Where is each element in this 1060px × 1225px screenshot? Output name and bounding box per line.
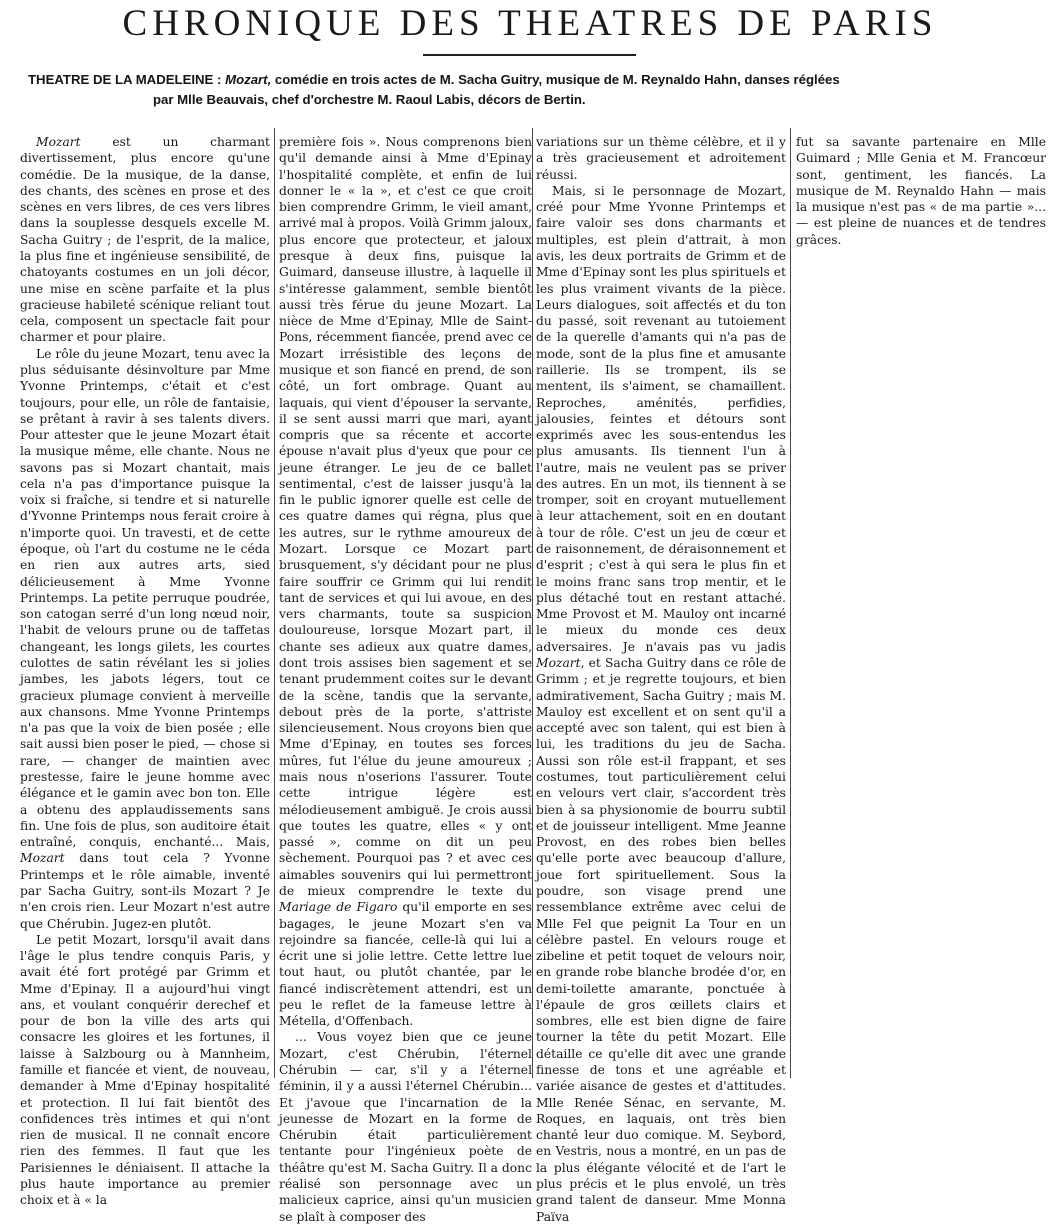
article-column-3 [536, 134, 786, 1224]
article-paragraph: Mais, si le personnage de Mozart, créé pour Mme Yvonne Printemps et faire valoir ses dons charmants et multiples, est plein d'attrait, à mon avis, les deux portraits de Grimm et de Mme d'Epinay sont les plus spirituels et les plus vraiment vivants de la pièce. Leurs dialogues, soit affectés et du ton du passé, soit revenant au tutoiement de la querelle d'amants qui n'a pas de mode, sont de la plus fine et amusante raillerie. Ils se trompent, ils se mentent, ils s'aiment, se chamaillent. Reproches, aménités, perfidies, jalousies, feintes et détours sont exprimés avec les sous-entendus les plus amusants. Ils tiennent l'un à l'autre, mais ne veulent pas se priver des autres. En un mot, ils tiennent à se tromper, soit en croyant mutuellement à leur attachement, soit en en doutant à tour de rôle. C'est un jeu de cœur et de raisonnement, de déraisonnement et d'esprit ; c'est à qui sera le plus fin et le moins franc sans trop mentir, et le plus détaché tout en restant attaché. Mme Provost et M. Mauloy ont incarné le mieux du monde ces deux adversaires. Je n'avais pas vu jadis Mozart, et Sacha Guitry dans ce rôle de Grimm ; et je regrette toujours, et bien admirativement, Sacha Guitry ; mais M. Mauloy est excellent et on sent qu'il a accepté avec son talent, qui est bien à lui, les traditions du jeu de Sacha. Aussi son rôle est-il frappant, et ses costumes, tout particulièrement celui en velours vert clair, s'accordent très bien à sa physionomie de bourru subtil et de jouisseur intelligent. Mme Jeanne Provost, en des robes bien belles qu'elle porte avec beaucoup d'allure, joue fort spirituellement. Sous la poudre, son visage prend une ressemblance extrême avec celui de Mlle Fel que peignit La Tour en un célèbre pastel. En velours rouge et zibeline et petit toquet de velours noir, en grande robe blanche brodée d'or, en demi-toilette amarante, ponctuée à l'épaule de gros œillets clairs et sombres, elle est bien digne de faire tourner la tête du petit Mozart. Elle détaille ce qu'elle dit avec une grande finesse de tons et une agréable et variée aisance de gestes et d'attitudes. Mlle Renée Sénac, en servante, M. Roques, en laquais, ont très bien chanté leur duo comique. M. Seybord, en Vestris, nous a montré, en un pas de la plus élégante vélocité et de l'art le plus précis et le plus envolé, un très grand talent de danseur. Mme Monna Païva [536, 183, 786, 1224]
article-column-2 [279, 134, 532, 1224]
credits-line-2: par Mlle Beauvais, chef d'orchestre M. Raoul Labis, décors de Bertin. [153, 92, 586, 107]
article-paragraph: Le rôle du jeune Mozart, tenu avec la plus séduisante désinvolture par Mme Yvonne Printemps, c'était et c'est toujours, pour elle, un rôle de fantaisie, se prêtant à ravir à ses talents divers. Pour attester que le jeune Mozart était la musique même, elle chante. Nous ne savons pas si Mozart chantait, mais cela n'a pas d'importance puisque la voix si fraîche, si tendre et si naturelle d'Yvonne Printemps nous ferait croire à n'importe quoi. Un travesti, et de cette époque, où l'art du costume ne le céda en rien aux autres arts, sied délicieusement à Mme Yvonne Printemps. La petite perruque poudrée, son catogan serré d'un long nœud noir, l'habit de velours prune ou de taffetas changeant, les longs gilets, les courtes culottes de satin révélant les si jolies jambes, les jabots légers, tout ce gracieux plumage convient à merveille aux chansons. Mme Yvonne Printemps n'a pas que la voix de bien posée ; elle sait aussi bien poser le pied, — chose si rare, — changer de maintien avec prestesse, faire le jeune homme avec élégance et le gamin avec bon ton. Elle a obtenu des applaudissements sans fin. Une fois de plus, son auditoire était entraîné, conquis, enchanté... Mais, Mozart dans tout cela ? Yvonne Printemps et le rôle aimable, inventé par Sacha Guitry, sont-ils Mozart ? Je n'en crois rien. Leur Mozart n'est autre que Chérubin. Jugez-en plutôt. [20, 346, 270, 931]
article-paragraph: ... Vous voyez bien que ce jeune Mozart, c'est Chérubin, l'éternel Chérubin — car, s'il y a l'éternel féminin, il y a aussi l'éternel Chérubin... Et j'avoue que l'incarnation de la jeunesse de Mozart en la forme de Chérubin était particulièrement tentante pour l'ingénieux poète de théâtre qu'est M. Sacha Guitry. Il a donc réalisé son personnage avec un malicieux caprice, ainsi qu'un musicien se plaît à composer des [279, 1030, 532, 1224]
credits-line-1: comédie en trois actes de M. Sacha Guitry, musique de M. Reynaldo Hahn, danses réglées [271, 72, 840, 87]
article-column-1 [20, 134, 270, 1208]
article-subhead [28, 70, 1038, 110]
article-paragraph: première fois ». Nous comprenons bien qu'il demande ainsi à Mme d'Epinay l'hospitalité complète, et enfin de lui donner le « la », et c'est ce que croit bien comprendre Grimm, le vieil amant, arrivé mal à propos. Voilà Grimm jaloux, plus encore que protecteur, et jaloux presque à deux fins, puisque la Guimard, danseuse illustre, à laquelle il s'intéresse galamment, semble bientôt aussi très férue du jeune Mozart. La nièce de Mme d'Epinay, Mlle de Saint-Pons, récemment fiancée, prend avec ce Mozart irrésistible des leçons de musique et son fiancé en prend, de son côté, un fort ombrage. Quant au laquais, qui vient d'épouser la servante, il se sent aussi marri que mari, ayant compris que sa récente et accorte épouse n'avait plus d'yeux que pour ce jeune étranger. Le jeu de ce ballet sentimental, c'est de laisser jusqu'à la fin le public ignorer quelle est celle de ces quatre dames qui régna, plus que les autres, sur le rythme amoureux de Mozart. Lorsque ce Mozart part brusquement, s'y décidant pour ne plus faire souffrir ce Grimm qui lui rendit tant de services et qui lui avoue, en des vers charmants, toute sa suspicion douloureuse, lorsque Mozart part, il chante ses adieux aux quatre dames, dont trois assises bien sagement et se tenant prudemment coites sur le devant de la scène, tandis que la servante, debout près de la porte, s'attriste silencieusement. Nous croyons bien que Mme d'Epinay, en toutes ses forces mûres, fut l'élue du jeune amoureux ; mais nous n'oserions l'assurer. Toute cette intrigue légère est mélodieusement ambiguë. Je crois aussi que toutes les quatre, elles « y ont passé », comme on dit un peu sèchement. Pourquoi pas ? et avec ces aimables souvenirs qui lui permettront de mieux comprendre le texte du Mariage de Figaro qu'il emporte en ses bagages, le jeune Mozart s'en va rejoindre sa fiancée, celle-là qui lui a écrit une si jolie lettre. Cette lettre lue tout haut, ou plutôt chantée, par le fiancé indiscrètement attendri, est un peu le reflet de la fameuse lettre à Métella, d'Offenbach. [279, 135, 532, 1029]
article-column-4 [796, 134, 1046, 1079]
subhead-line-1 [28, 70, 1038, 90]
column-divider [274, 128, 275, 1078]
article-paragraph: fut sa savante partenaire en Mlle Guimard ; Mlle Genia et M. Francœur sont, gentiment, les fiancés. La musique de M. Reynaldo Hahn — mais la musique n'est pas « de ma partie »... — est pleine de nuances et de tendres grâces. [796, 135, 1046, 247]
column-divider [532, 128, 533, 1078]
column-divider [790, 128, 791, 1078]
title-rule [423, 54, 636, 56]
play-title: Mozart, [225, 72, 272, 87]
article-paragraph: variations sur un thème célèbre, et il y a très gracieusement et adroitement réussi. [536, 135, 786, 182]
masthead-title: CHRONIQUE DES THEATRES DE PARIS [122, 3, 938, 44]
article-paragraph: Mozart est un charmant divertissement, plus encore qu'une comédie. De la musique, de la danse, des chants, des scènes en prose et des scènes en vers libres, de ces vers libres dans la souplesse desquels excelle M. Sacha Guitry ; de l'esprit, de la malice, la plus fine et ingénieuse sensibilité, de chatoyants costumes en un joli décor, une mise en scène parfaite et la plus gracieuse habileté scénique reliant tout cela, composent un spectacle fait pour charmer et pour plaire. [20, 135, 270, 345]
article-paragraph: Le petit Mozart, lorsqu'il avait dans l'âge le plus tendre conquis Paris, y avait été fort protégé par Grimm et Mme d'Epinay. Il a aujourd'hui vingt ans, et voulant conquérir derechef et pour de bon la ville des arts qui consacre les gloires et les fortunes, il laisse à Salzbourg ou à Mannheim, famille et fiancée et vient, de nouveau, demander à Mme d'Epinay hospitalité et protection. Il lui fait bientôt des confidences très intimes et qui n'ont rien de musical. Il ne connaît encore rien des femmes. Il faut que les Parisiennes le déniaisent. Il attache la plus haute importance au premier choix et à « la [20, 932, 270, 1208]
venue-name: THEATRE DE LA MADELEINE : [28, 72, 226, 87]
